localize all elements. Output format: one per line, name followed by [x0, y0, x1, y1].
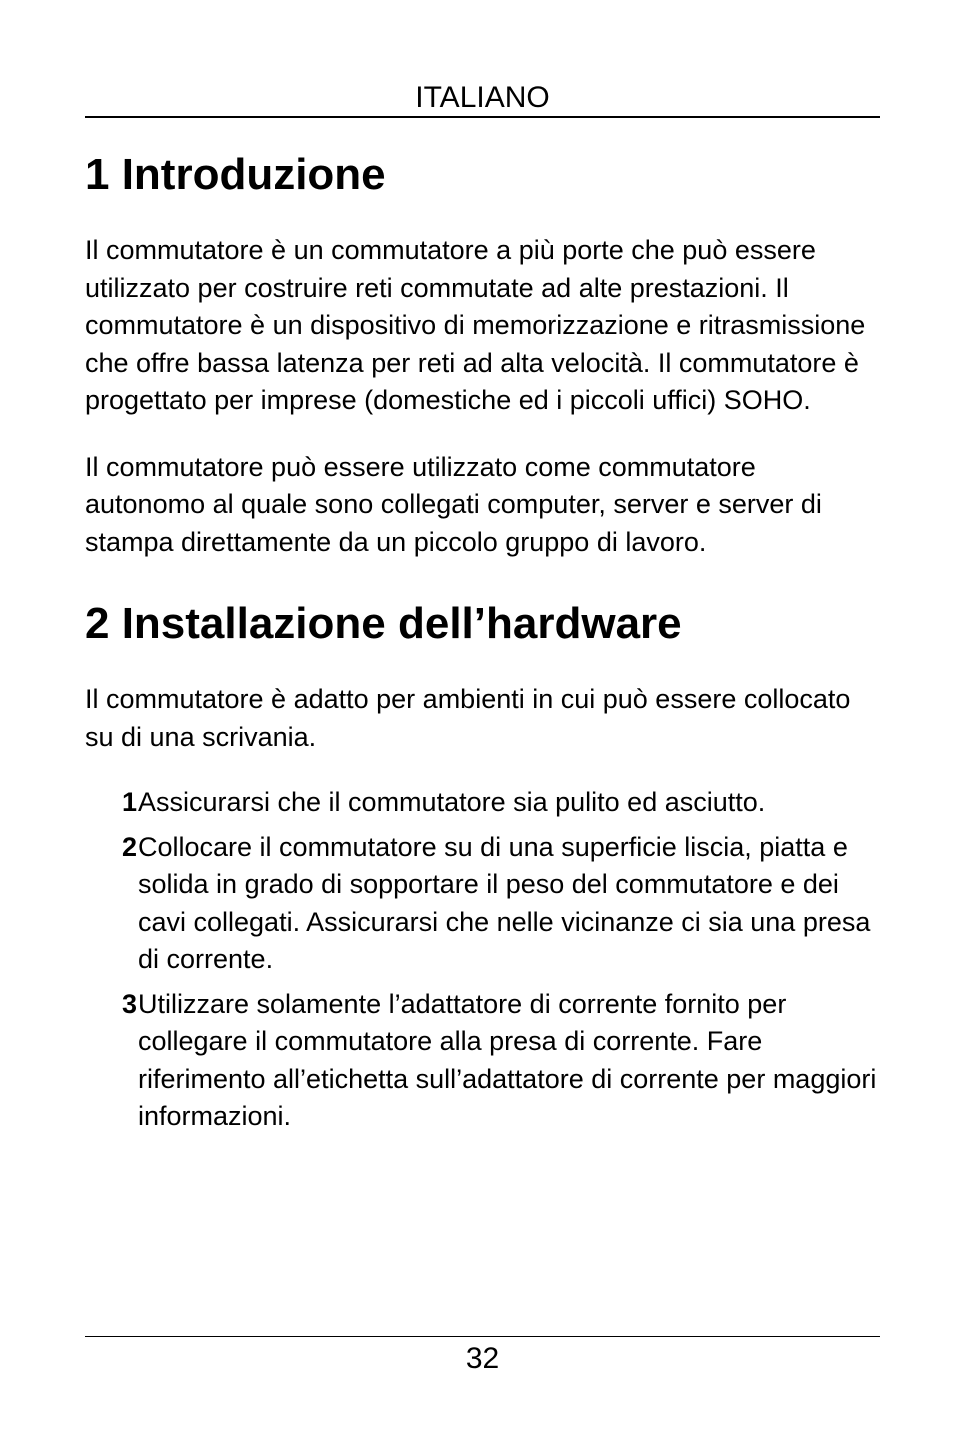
list-item	[85, 829, 880, 979]
step-number: 1	[122, 787, 138, 817]
manual-page	[85, 0, 880, 1433]
header-divider	[85, 116, 880, 118]
footer-divider	[85, 1336, 880, 1337]
body-paragraph: Il commutatore è un commutatore a più porte che può essere utilizzato per costruire reti commutate ad alte prestazioni. Il commutatore è un dispositivo di memorizzazione e ritrasmissione che offre bassa latenza per reti ad alta velocità. Il commutatore è progettato per imprese (domestiche ed i piccoli uffici) SOHO.	[85, 235, 866, 415]
body-paragraph: Il commutatore può essere utilizzato come commutatore autonomo al quale sono collegati computer, server e server di stampa direttamente da un piccolo gruppo di lavoro.	[85, 451, 822, 557]
list-item	[85, 986, 880, 1136]
section-introduction	[85, 146, 880, 561]
section-heading: 2 Installazione dell’hardware	[85, 599, 682, 648]
step-text: Utilizzare solamente l’adattatore di corrente fornito per collegare il commutatore alla presa di corrente. Fare riferimento all’etichetta sull’adattatore di corrente per maggiori informazioni.	[138, 988, 877, 1131]
section-hardware-installation	[85, 595, 880, 1136]
list-item	[85, 784, 880, 822]
page-content	[85, 146, 880, 1143]
page-number: 32	[465, 1342, 500, 1375]
step-text: Assicurarsi che il commutatore sia pulito ed asciutto.	[138, 787, 766, 817]
step-number: 2	[122, 831, 138, 862]
section-heading: 1 Introduzione	[85, 150, 386, 199]
installation-steps	[85, 784, 880, 1136]
step-text: Collocare il commutatore su di una superficie liscia, piatta e solida in grado di sopportare il peso del commutatore e dei cavi collegati. Assicurarsi che nelle vicinanze ci sia una presa di corrente.	[138, 831, 871, 974]
body-paragraph: Il commutatore è adatto per ambienti in cui può essere collocato su di una scrivania.	[85, 684, 851, 752]
language-header: ITALIANO	[415, 81, 550, 114]
step-number: 3	[122, 988, 138, 1019]
